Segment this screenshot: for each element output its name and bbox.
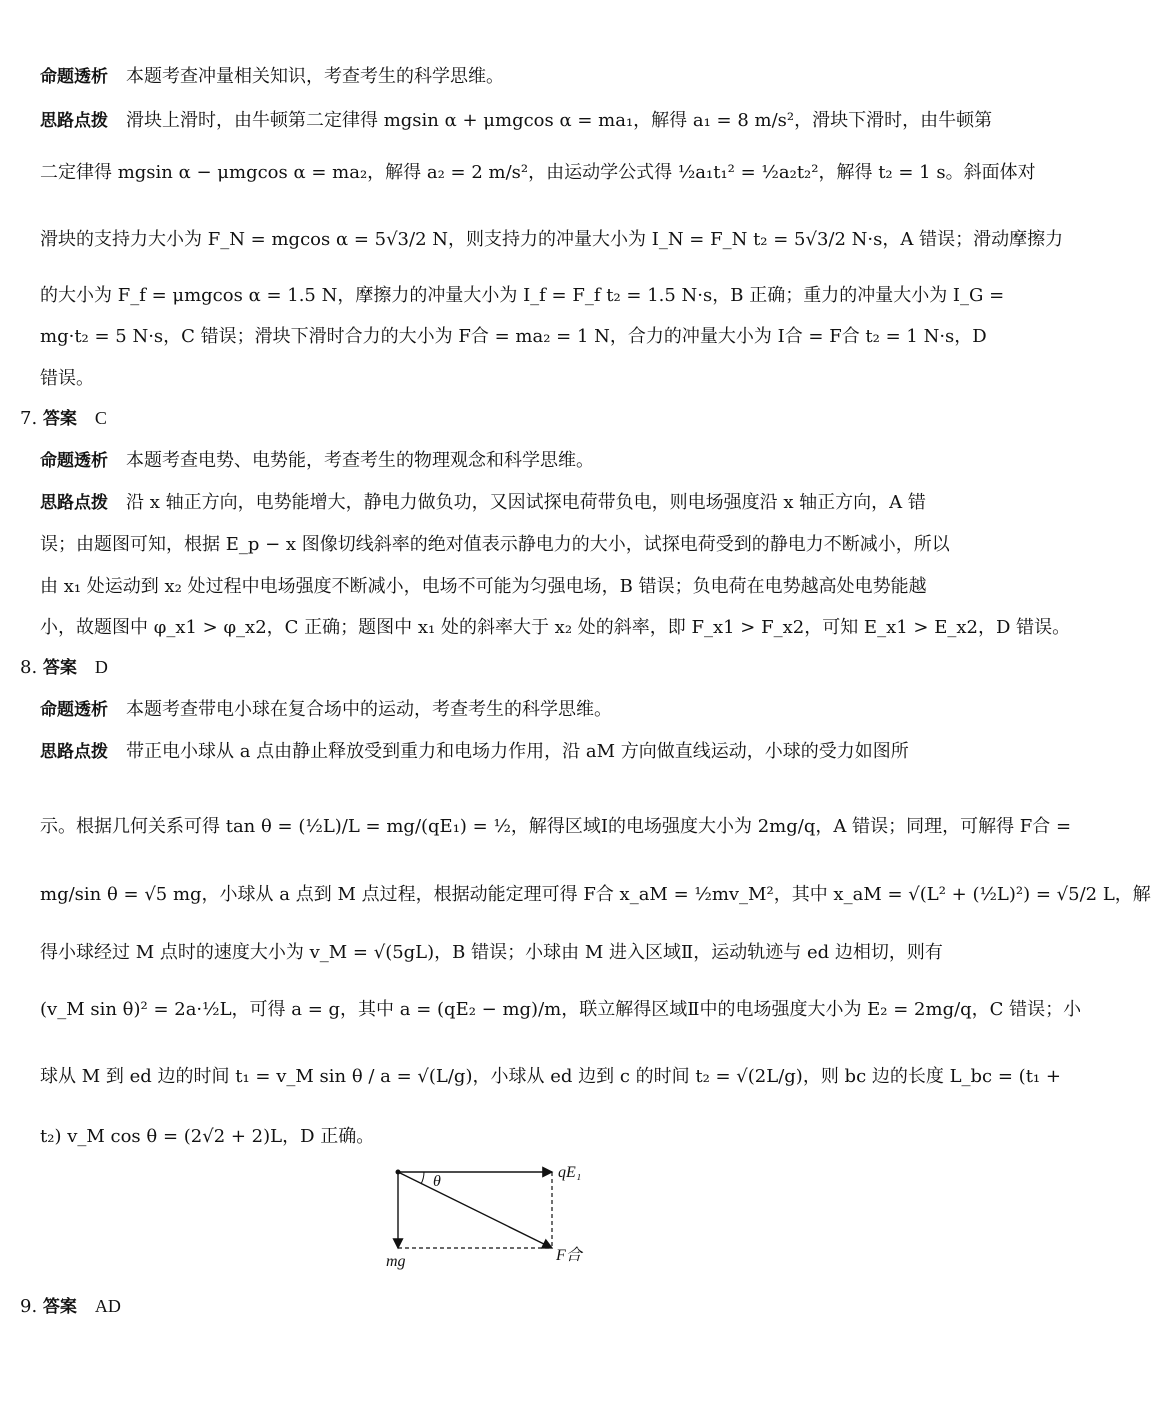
q8-line: t₂) v_M cos θ = (2√2 + 2)L，D 正确。 <box>40 1126 375 1147</box>
q6-line: 的大小为 F_f = μmgcos α = 1.5 N，摩擦力的冲量大小为 I_f = F_f t₂ = 1.5 N·s，B 正确；重力的冲量大小为 I_G = <box>40 285 1005 306</box>
q7-line: 沿 x 轴正方向，电势能增大，静电力做负功，又因试探电荷带负电，则电场强度沿 x 轴正方向，A 错 <box>126 492 926 513</box>
q7-intent <box>40 446 930 472</box>
q8-line: 得小球经过 M 点时的速度大小为 v_M = √(5gL)，B 错误；小球由 M 进入区域Ⅱ，运动轨迹与 ed 边相切，则有 <box>40 942 943 963</box>
q7-line: 由 x₁ 处运动到 x₂ 处过程中电场强度不断减小，电场不可能为匀强电场，B 错误；负电荷在电势越高处电势能越 <box>40 576 927 597</box>
force-diagram <box>380 1160 600 1270</box>
q9-answer-row <box>20 1292 121 1317</box>
q8-line: 示。根据几何关系可得 tan θ = (½L)/L = mg/(qE₁) = ½，解得区域Ⅰ的电场强度大小为 2mg/q，A 错误；同理，可解得 F合 = <box>40 816 1072 837</box>
q7-hint <box>40 488 930 514</box>
q6-intent <box>40 62 930 88</box>
q8-intent <box>40 695 930 721</box>
theta-arc <box>421 1172 424 1184</box>
q6-hint <box>40 106 993 132</box>
q8-line: mg/sin θ = √5 mg，小球从 a 点到 M 点过程，根据动能定理可得 F合 x_aM = ½mv_M²，其中 x_aM = √(L² + (½L)²) = √5/2 L，解 <box>40 884 1151 905</box>
q8-hint <box>40 737 930 763</box>
q7-line: 小，故题图中 φ_x1 > φ_x2，C 正确；题图中 x₁ 处的斜率大于 x₂ 处的斜率，即 F_x1 > F_x2，可知 E_x1 > E_x2，D 错误。 <box>40 617 1071 638</box>
q8-line: 带正电小球从 a 点由静止释放受到重力和电场力作用，沿 aM 方向做直线运动，小球的受力如图所 <box>126 741 909 762</box>
q7-answer-row <box>20 404 107 429</box>
q8-answer: D <box>94 657 108 677</box>
intent-label: 命题透析 <box>40 67 108 87</box>
answer-label: 答案 <box>42 1297 77 1317</box>
q7-answer: C <box>94 408 107 428</box>
q8-line: (v_M sin θ)² = 2a·½L，可得 a = g，其中 a = (qE₂ − mg)/m，联立解得区域Ⅱ中的电场强度大小为 E₂ = 2mg/q，C 错误；小 <box>40 999 1082 1020</box>
qE1-label: qE₁ <box>558 1164 582 1181</box>
q8-intent-text: 本题考查带电小球在复合场中的运动，考查考生的科学思维。 <box>126 699 612 720</box>
q6-intent-text: 本题考查冲量相关知识，考查考生的科学思维。 <box>126 66 504 87</box>
q8-line: 球从 M 到 ed 边的时间 t₁ = v_M sin θ / a = √(L/g)，小球从 ed 边到 c 的时间 t₂ = √(2L/g)，则 bc 边的长度 L_bc = (t₁ + <box>40 1066 1061 1087</box>
q7-line: 误；由题图可知，根据 E_p − x 图像切线斜率的绝对值表示静电力的大小，试探电荷受到的静电力不断减小，所以 <box>40 534 950 555</box>
q6-line: mg·t₂ = 5 N·s，C 错误；滑块下滑时合力的大小为 F合 = ma₂ = 1 N，合力的冲量大小为 I合 = F合 t₂ = 1 N·s，D <box>40 326 987 347</box>
intent-label: 命题透析 <box>40 700 108 720</box>
intent-label: 命题透析 <box>40 451 108 471</box>
q6-line: 二定律得 mgsin α − μmgcos α = ma₂，解得 a₂ = 2 m/s²，由运动学公式得 ½a₁t₁² = ½a₂t₂²，解得 t₂ = 1 s。斜面体对 <box>40 162 1036 183</box>
q9-answer: AD <box>94 1296 121 1316</box>
answer-label: 答案 <box>42 409 77 429</box>
hint-label: 思路点拨 <box>40 111 108 131</box>
q6-line: 滑块的支持力大小为 F_N = mgcos α = 5√3/2 N，则支持力的冲量大小为 I_N = F_N t₂ = 5√3/2 N·s，A 错误；滑动摩擦力 <box>40 229 1064 250</box>
theta-label: θ <box>433 1173 441 1190</box>
answer-label: 答案 <box>42 658 77 678</box>
q9-number: 9. <box>20 1296 38 1317</box>
mg-label: mg <box>386 1253 406 1270</box>
q7-intent-text: 本题考查电势、电势能，考查考生的物理观念和科学思维。 <box>126 450 594 471</box>
hint-label: 思路点拨 <box>40 493 108 513</box>
q7-number: 7. <box>20 408 38 429</box>
hint-label: 思路点拨 <box>40 742 108 762</box>
q8-number: 8. <box>20 657 38 678</box>
q6-line: 错误。 <box>40 368 94 389</box>
resultant-label: F合 <box>556 1247 582 1264</box>
q6-line: 滑块上滑时，由牛顿第二定律得 mgsin α + μmgcos α = ma₁，解得 a₁ = 8 m/s²，滑块下滑时，由牛顿第 <box>126 110 993 131</box>
q8-answer-row <box>20 653 108 678</box>
